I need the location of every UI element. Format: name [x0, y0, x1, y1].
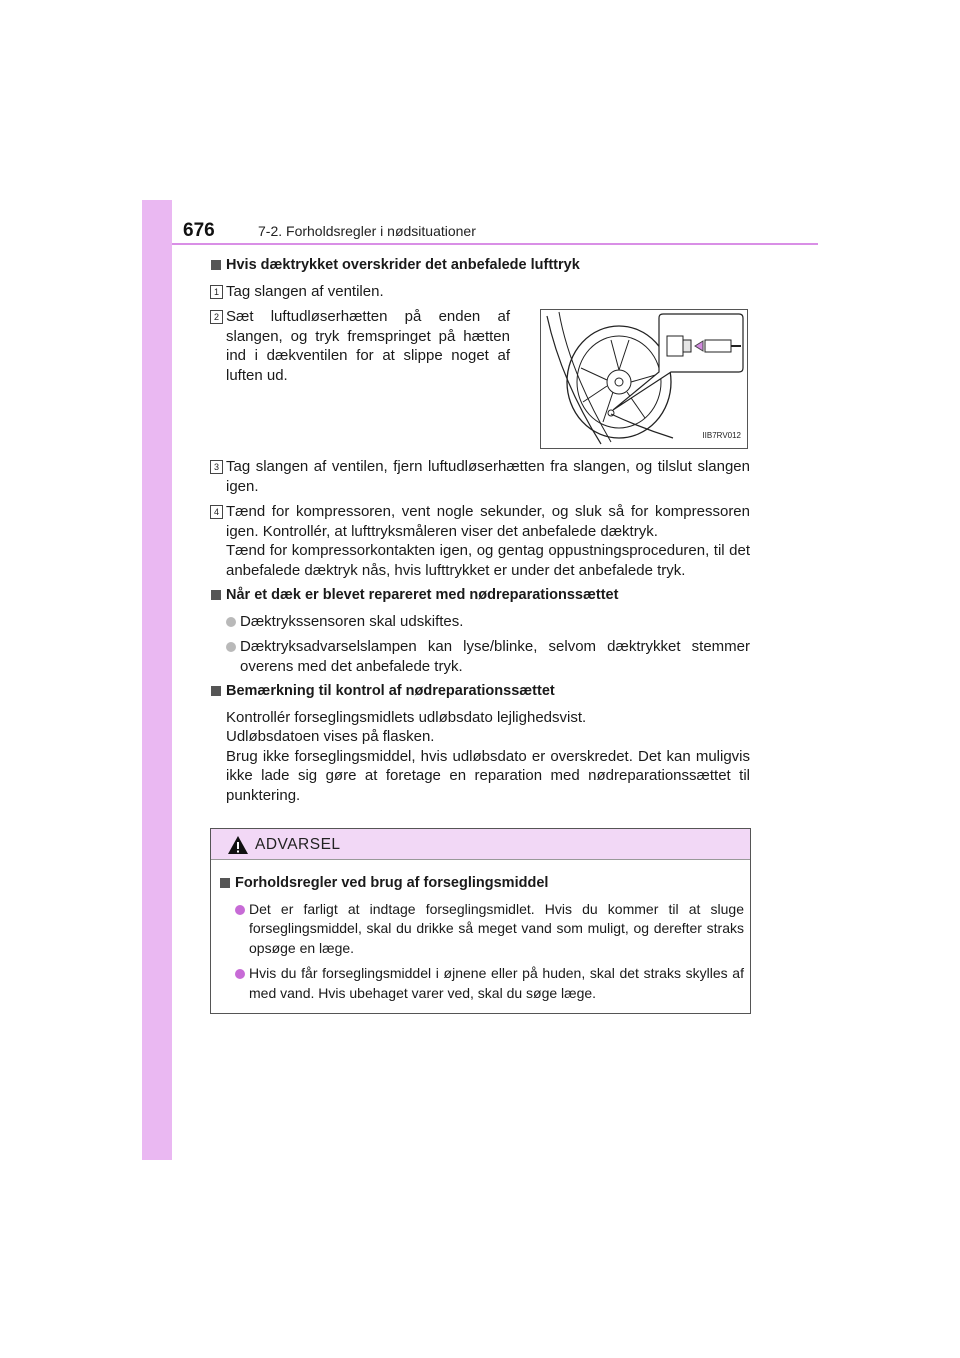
warning-body	[211, 860, 750, 1003]
note-line: Brug ikke forseglingsmiddel, hvis udløbsdato er overskredet. Det kan muligvis ikke lade sig gøre at foretage en reparation med nødreparationssættet til punktering.	[226, 747, 750, 804]
list-item: Dæktrykssensoren skal udskiftes.	[210, 612, 750, 632]
warning-header	[211, 829, 750, 860]
square-bullet-icon	[220, 878, 230, 888]
tire-valve-illustration	[540, 309, 748, 449]
step-3: 3 Tag slangen af ventilen, fjern luftudløserhætten fra slangen, og tilslut slangen igen.	[210, 457, 750, 496]
section-heading-pressure: Hvis dæktrykket overskrider det anbefalede lufttryk	[210, 256, 750, 276]
main-content	[210, 250, 750, 805]
step-4: 4 Tænd for kompressoren, vent nogle sekunder, og sluk så for kompressoren igen. Kontrollér, at lufttryksmåleren viser det anbefalede dæktryk. Tænd for kompressorkontakten igen, og gentag oppustningsproceduren, til det anbefalede dæktryk nås, hvis lufttrykket er under det anbefalede tryk.	[210, 502, 750, 580]
section-title: 7-2. Forholdsregler i nødsituationer	[258, 223, 476, 239]
section-heading-repaired: Når et dæk er blevet repareret med nødreparationssættet	[210, 586, 750, 606]
circle-bullet-icon	[226, 617, 236, 627]
figure-id: IIB7RV012	[702, 430, 741, 440]
warning-heading: Forholdsregler ved brug af forseglingsmiddel	[219, 874, 744, 894]
warning-triangle-icon	[227, 835, 249, 855]
circle-bullet-icon	[226, 642, 236, 652]
list-item: Det er farligt at indtage forseglingsmidlet. Hvis du kommer til at sluge forseglingsmiddel, skal du drikke så meget vand som muligt, og derefter straks opsøge en læge.	[219, 900, 744, 959]
warning-title: ADVARSEL	[255, 836, 341, 853]
header-rule	[172, 243, 818, 245]
step-number-3: 3	[210, 460, 223, 474]
side-tab-bar	[142, 200, 172, 1160]
list-item: Dæktryksadvarselslampen kan lyse/blinke, selvom dæktrykket stemmer overens med det anbefalede tryk.	[210, 637, 750, 676]
square-bullet-icon	[211, 686, 221, 696]
step-1: 1 Tag slangen af ventilen.	[210, 282, 750, 302]
list-item: Hvis du får forseglingsmiddel i øjnene eller på huden, skal det straks skylles af med vand. Hvis ubehaget varer ved, skal du søge læge.	[219, 964, 744, 1003]
note-line: Kontrollér forseglingsmidlets udløbsdato lejlighedsvist.	[226, 708, 587, 726]
step-number-1: 1	[210, 285, 223, 299]
warning-box	[210, 828, 751, 1014]
section-heading-note: Bemærkning til kontrol af nødreparationssættet	[210, 682, 750, 702]
square-bullet-icon	[211, 260, 221, 270]
circle-bullet-icon	[235, 969, 245, 979]
step-number-2: 2	[210, 310, 223, 324]
circle-bullet-icon	[235, 905, 245, 915]
page-number: 676	[183, 220, 215, 241]
note-line: Udløbsdatoen vises på flasken.	[226, 728, 435, 745]
square-bullet-icon	[211, 590, 221, 600]
step-number-4: 4	[210, 505, 223, 519]
step-2: 2 Sæt luftudløserhætten på enden af slangen, og tryk fremspringet på hætten ind i dækventilen for at slippe noget af luften ud. IIB7RV012	[210, 307, 750, 449]
